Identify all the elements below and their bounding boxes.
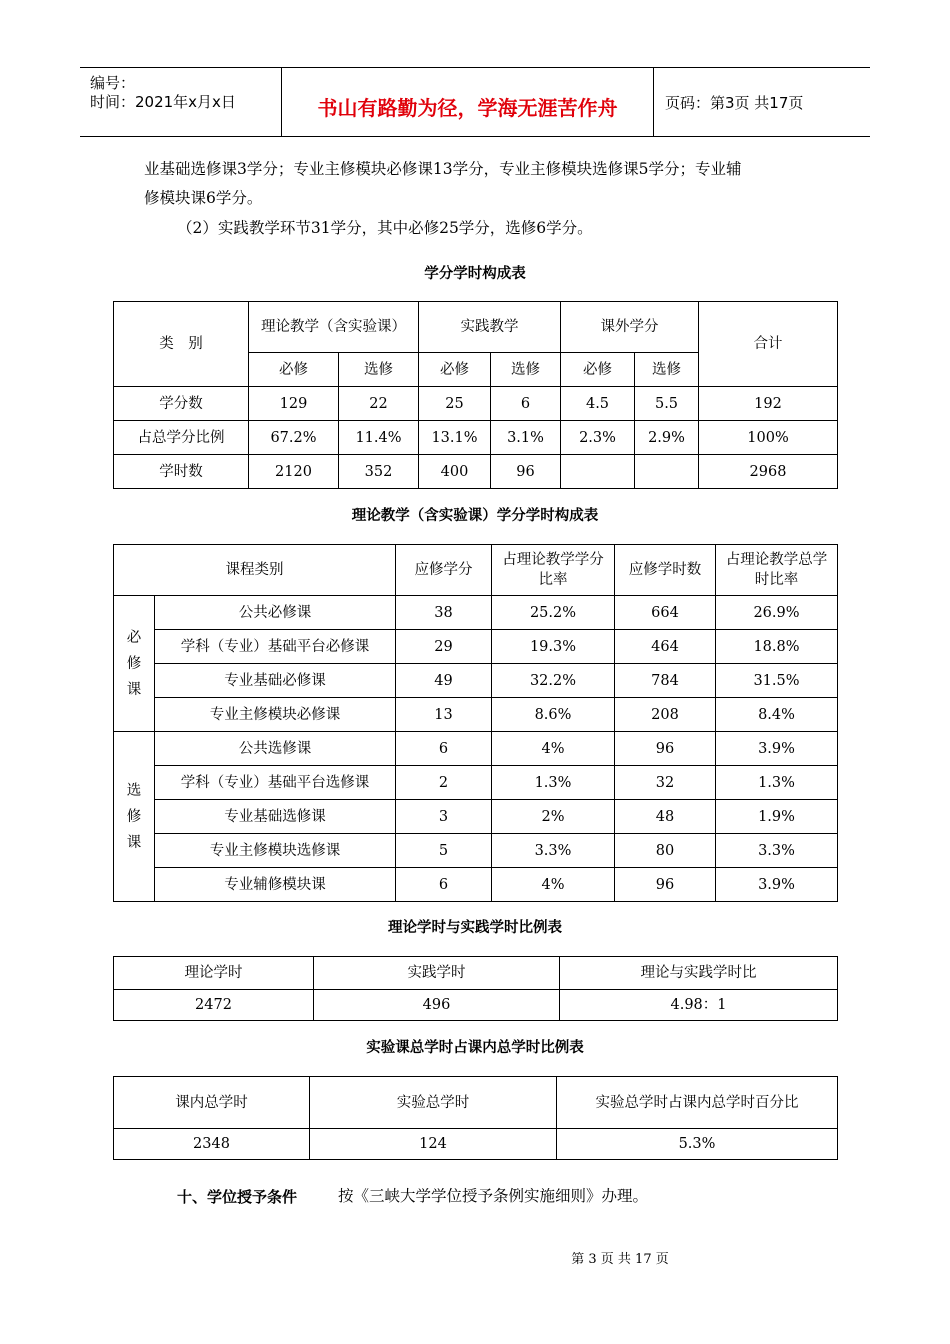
table-row [114, 455, 838, 489]
table-cell: 3.9% [716, 868, 838, 902]
header-divider [653, 68, 654, 136]
lab-hours-header: 实验总学时 [310, 1077, 557, 1129]
header-motto: 书山有路勤为径，学海无涯苦作舟 [317, 96, 618, 120]
table-cell: 2.9% [635, 421, 699, 455]
course-name: 专业基础选修课 [155, 800, 396, 834]
table-cell: 13 [396, 698, 492, 732]
row-label: 学时数 [114, 455, 249, 489]
table-cell: 2472 [114, 990, 314, 1021]
table-cell: 5 [396, 834, 492, 868]
table-row [114, 698, 838, 732]
table-cell: 67.2% [249, 421, 339, 455]
table-cell: 26.9% [716, 596, 838, 630]
table-cell: 784 [615, 664, 716, 698]
table-cell: 8.4% [716, 698, 838, 732]
table-row [114, 766, 838, 800]
table-cell: 4.5 [561, 387, 635, 421]
total-header: 合计 [699, 302, 838, 387]
course-name: 学科（专业）基础平台选修课 [155, 766, 396, 800]
extra-credit-header: 课外学分 [561, 302, 699, 353]
table-cell: 25.2% [492, 596, 615, 630]
table-cell: 3.1% [491, 421, 561, 455]
table-cell: 664 [615, 596, 716, 630]
section-text: 按《三峡大学学位授予条例实施细则》办理。 [338, 1187, 649, 1205]
table-row [114, 800, 838, 834]
table-cell: 464 [615, 630, 716, 664]
table-cell: 496 [314, 990, 560, 1021]
table-cell: 80 [615, 834, 716, 868]
lab-hours-ratio-table [113, 1076, 838, 1160]
table-cell: 2% [492, 800, 615, 834]
table-cell: 38 [396, 596, 492, 630]
table-cell: 208 [615, 698, 716, 732]
table-row [114, 834, 838, 868]
elective-header: 选修 [339, 353, 419, 387]
credit-ratio-header: 占理论教学学分比率 [492, 545, 615, 596]
paragraph-line: 业基础选修课3学分；专业主修模块必修课13学分，专业主修模块选修课5学分；专业辅 [144, 160, 742, 178]
course-name: 专业基础必修课 [155, 664, 396, 698]
practice-header: 实践教学 [419, 302, 561, 353]
table-row [114, 630, 838, 664]
table-cell: 96 [491, 455, 561, 489]
course-name: 学科（专业）基础平台必修课 [155, 630, 396, 664]
table-cell: 48 [615, 800, 716, 834]
table-cell: 3.3% [492, 834, 615, 868]
elective-group-label: 选修课 [114, 732, 155, 902]
table-cell: 8.6% [492, 698, 615, 732]
theory-practice-ratio-table [113, 956, 838, 1021]
table-cell: 4% [492, 868, 615, 902]
table-cell: 1.3% [492, 766, 615, 800]
table-cell: 3.3% [716, 834, 838, 868]
table-cell: 2968 [699, 455, 838, 489]
course-name: 公共选修课 [155, 732, 396, 766]
required-header: 必修 [249, 353, 339, 387]
credit-hour-table [113, 301, 838, 489]
table-caption: 理论学时与实践学时比例表 [388, 920, 562, 936]
table-cell: 1.9% [716, 800, 838, 834]
table-cell: 2.3% [561, 421, 635, 455]
table-row [114, 1129, 838, 1160]
table-row [114, 868, 838, 902]
date-label: 时间：2021年x月x日 [90, 93, 236, 111]
credits-header: 应修学分 [396, 545, 492, 596]
table-caption: 实验课总学时占课内总学时比例表 [366, 1040, 584, 1056]
hour-ratio-header: 占理论教学总学时比率 [716, 545, 838, 596]
table-cell: 2 [396, 766, 492, 800]
table-cell: 22 [339, 387, 419, 421]
paragraph-line: （2）实践教学环节31学分，其中必修25学分，选修6学分。 [177, 219, 593, 237]
table-cell: 32 [615, 766, 716, 800]
table-cell: 352 [339, 455, 419, 489]
course-name: 公共必修课 [155, 596, 396, 630]
table-cell: 96 [615, 868, 716, 902]
table-row [114, 732, 838, 766]
table-cell: 29 [396, 630, 492, 664]
table-cell: 32.2% [492, 664, 615, 698]
course-name: 专业主修模块选修课 [155, 834, 396, 868]
percent-header: 实验总学时占课内总学时百分比 [557, 1077, 838, 1129]
table-cell: 96 [615, 732, 716, 766]
ratio-header: 理论与实践学时比 [560, 957, 838, 990]
theory-credit-table [113, 544, 838, 902]
table-cell: 6 [491, 387, 561, 421]
table-cell: 192 [699, 387, 838, 421]
table-caption: 学分学时构成表 [424, 266, 526, 282]
total-hours-header: 课内总学时 [114, 1077, 310, 1129]
table-row [114, 421, 838, 455]
table-cell: 5.5 [635, 387, 699, 421]
table-cell: 19.3% [492, 630, 615, 664]
required-group-label: 必修课 [114, 596, 155, 732]
table-cell: 6 [396, 732, 492, 766]
table-cell: 1.3% [716, 766, 838, 800]
table-cell: 3 [396, 800, 492, 834]
table-cell [635, 455, 699, 489]
page-header [80, 67, 870, 137]
table-cell: 49 [396, 664, 492, 698]
course-type-header: 课程类别 [114, 545, 396, 596]
theory-hours-header: 理论学时 [114, 957, 314, 990]
paragraph-line: 修模块课6学分。 [144, 189, 263, 207]
required-header: 必修 [419, 353, 491, 387]
table-row [114, 387, 838, 421]
table-row [114, 596, 838, 630]
table-cell: 13.1% [419, 421, 491, 455]
table-cell: 3.9% [716, 732, 838, 766]
section-heading: 十、学位授予条件 [177, 1188, 298, 1206]
doc-number-label: 编号： [90, 74, 136, 92]
table-cell: 18.8% [716, 630, 838, 664]
table-cell: 6 [396, 868, 492, 902]
table-row [114, 990, 838, 1021]
table-caption: 理论教学（含实验课）学分学时构成表 [351, 508, 599, 524]
table-cell: 2348 [114, 1129, 310, 1160]
table-cell: 124 [310, 1129, 557, 1160]
row-label: 学分数 [114, 387, 249, 421]
table-cell [561, 455, 635, 489]
elective-header: 选修 [635, 353, 699, 387]
page-footer: 第 3 页 共 17 页 [571, 1252, 669, 1267]
table-cell: 129 [249, 387, 339, 421]
category-header: 类 别 [114, 302, 249, 387]
table-cell: 400 [419, 455, 491, 489]
table-cell: 31.5% [716, 664, 838, 698]
required-header: 必修 [561, 353, 635, 387]
hours-header: 应修学时数 [615, 545, 716, 596]
practice-hours-header: 实践学时 [314, 957, 560, 990]
elective-header: 选修 [491, 353, 561, 387]
course-name: 专业辅修模块课 [155, 868, 396, 902]
row-label: 占总学分比例 [114, 421, 249, 455]
course-name: 专业主修模块必修课 [155, 698, 396, 732]
table-cell: 25 [419, 387, 491, 421]
table-cell: 5.3% [557, 1129, 838, 1160]
table-cell: 100% [699, 421, 838, 455]
table-cell: 2120 [249, 455, 339, 489]
table-cell: 4% [492, 732, 615, 766]
table-row [114, 664, 838, 698]
table-cell: 4.98：1 [560, 990, 838, 1021]
page-number-label: 页码：第3页 共17页 [665, 94, 804, 112]
theory-header: 理论教学（含实验课） [249, 302, 419, 353]
table-cell: 11.4% [339, 421, 419, 455]
